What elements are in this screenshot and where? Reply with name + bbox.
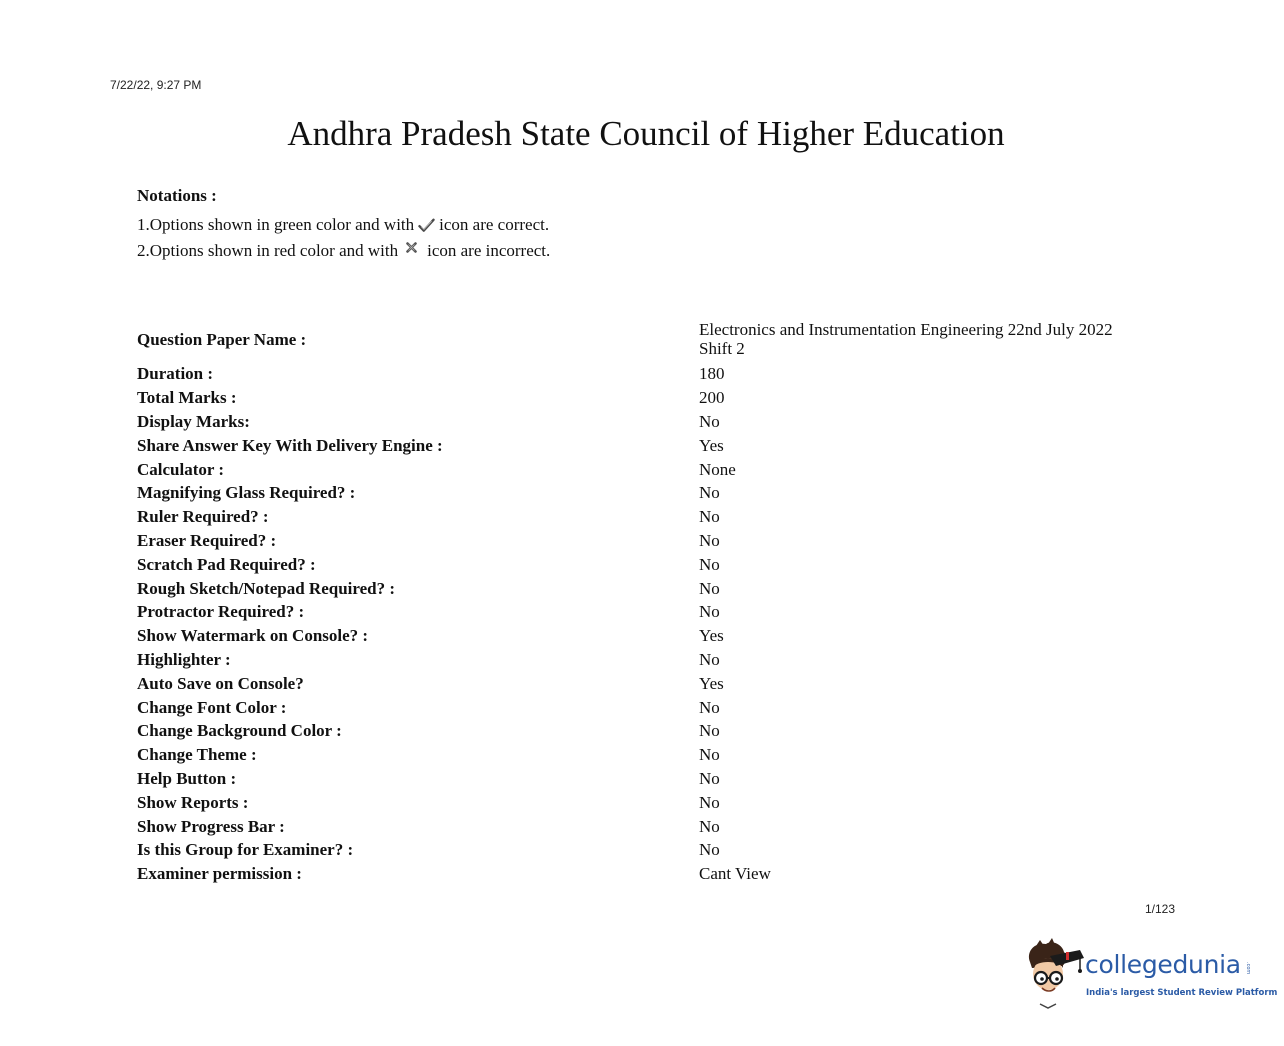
detail-value: No — [699, 840, 720, 860]
detail-row-display-marks — [137, 410, 1137, 434]
detail-value: Electronics and Instrumentation Engineering 22nd July 2022 Shift 2 — [699, 320, 1113, 358]
detail-value: No — [699, 745, 720, 765]
detail-label: Change Font Color : — [137, 697, 287, 717]
detail-value: 200 — [699, 388, 725, 408]
detail-value: No — [699, 721, 720, 741]
detail-value: No — [699, 507, 720, 527]
page-title: Andhra Pradesh State Council of Higher Education — [287, 114, 1005, 153]
detail-row-examiner-group — [137, 838, 1137, 862]
detail-row-theme — [137, 743, 1137, 767]
detail-label: Question Paper Name : — [137, 329, 307, 349]
detail-label: Display Marks: — [137, 411, 250, 431]
detail-value: Yes — [699, 626, 724, 646]
notation-incorrect-line — [137, 238, 550, 264]
logo-tagline: India's largest Student Review Platform — [1086, 988, 1278, 998]
detail-value: No — [699, 578, 720, 598]
detail-value: No — [699, 602, 720, 622]
detail-row-ruler — [137, 505, 1137, 529]
cross-icon — [406, 242, 417, 253]
notation-correct-suffix: icon are correct. — [439, 215, 550, 234]
detail-label: Highlighter : — [137, 649, 231, 669]
detail-row-scratch-pad — [137, 552, 1137, 576]
detail-value: No — [699, 530, 720, 550]
detail-label: Ruler Required? : — [137, 507, 269, 527]
detail-value: No — [699, 816, 720, 836]
detail-value: No — [699, 554, 720, 574]
logo-domain-suffix: .com — [1245, 962, 1251, 975]
detail-label: Total Marks : — [137, 388, 237, 408]
detail-row-eraser — [137, 529, 1137, 553]
detail-label: Show Progress Bar : — [137, 816, 285, 836]
notation-incorrect-text: 2.Options shown in red color and with — [137, 241, 399, 260]
page-number: 1/123 — [1145, 902, 1176, 916]
detail-label: Change Background Color : — [137, 721, 342, 741]
detail-label: Show Watermark on Console? : — [137, 626, 369, 646]
detail-label: Share Answer Key With Delivery Engine : — [137, 435, 443, 455]
detail-label: Show Reports : — [137, 792, 249, 812]
detail-label: Scratch Pad Required? : — [137, 554, 316, 574]
detail-label: Calculator : — [137, 459, 225, 479]
notation-incorrect-suffix: icon are incorrect. — [427, 241, 551, 260]
detail-row-progress-bar — [137, 814, 1137, 838]
detail-row-total-marks — [137, 386, 1137, 410]
detail-value: None — [699, 459, 736, 479]
print-timestamp: 7/22/22, 9:27 PM — [110, 78, 202, 92]
detail-row-duration — [137, 362, 1137, 386]
logo-wordmark: collegedunia — [1085, 950, 1241, 979]
detail-row-auto-save — [137, 671, 1137, 695]
detail-value: 180 — [699, 364, 725, 384]
detail-label: Magnifying Glass Required? : — [137, 483, 356, 503]
detail-row-calculator — [137, 457, 1137, 481]
detail-row-examiner-permission — [137, 862, 1137, 886]
detail-label: Is this Group for Examiner? : — [137, 840, 354, 860]
detail-value: Yes — [699, 673, 724, 693]
detail-label: Rough Sketch/Notepad Required? : — [137, 578, 396, 598]
notation-correct-text: 1.Options shown in green color and with — [137, 215, 415, 234]
detail-label: Examiner permission : — [137, 864, 302, 884]
detail-value: Yes — [699, 435, 724, 455]
detail-label: Duration : — [137, 364, 214, 384]
paper-details-table — [137, 316, 1137, 886]
detail-value: No — [699, 792, 720, 812]
detail-label: Protractor Required? : — [137, 602, 305, 622]
detail-row-font-color — [137, 695, 1137, 719]
detail-row-magnifying-glass — [137, 481, 1137, 505]
notations-heading: Notations : — [137, 186, 217, 205]
detail-label: Help Button : — [137, 768, 237, 788]
detail-row-background-color — [137, 719, 1137, 743]
detail-value: Cant View — [699, 864, 771, 884]
detail-row-share-answer-key — [137, 433, 1137, 457]
detail-row-protractor — [137, 600, 1137, 624]
mascot-icon — [1022, 938, 1086, 1010]
detail-row-rough-sketch — [137, 576, 1137, 600]
detail-row-question-paper-name — [137, 316, 1137, 362]
detail-value: No — [699, 483, 720, 503]
detail-row-watermark — [137, 624, 1137, 648]
detail-value: No — [699, 697, 720, 717]
detail-row-show-reports — [137, 790, 1137, 814]
detail-value: No — [699, 411, 720, 431]
notation-correct-line — [137, 212, 550, 238]
detail-row-highlighter — [137, 648, 1137, 672]
detail-label: Change Theme : — [137, 745, 257, 765]
detail-value: No — [699, 768, 720, 788]
detail-row-help-button — [137, 767, 1137, 791]
detail-label: Eraser Required? : — [137, 530, 277, 550]
collegedunia-logo — [1022, 938, 1278, 1008]
check-icon — [418, 218, 435, 233]
detail-label: Auto Save on Console? — [137, 673, 304, 693]
notations-section — [137, 186, 550, 264]
detail-value: No — [699, 649, 720, 669]
